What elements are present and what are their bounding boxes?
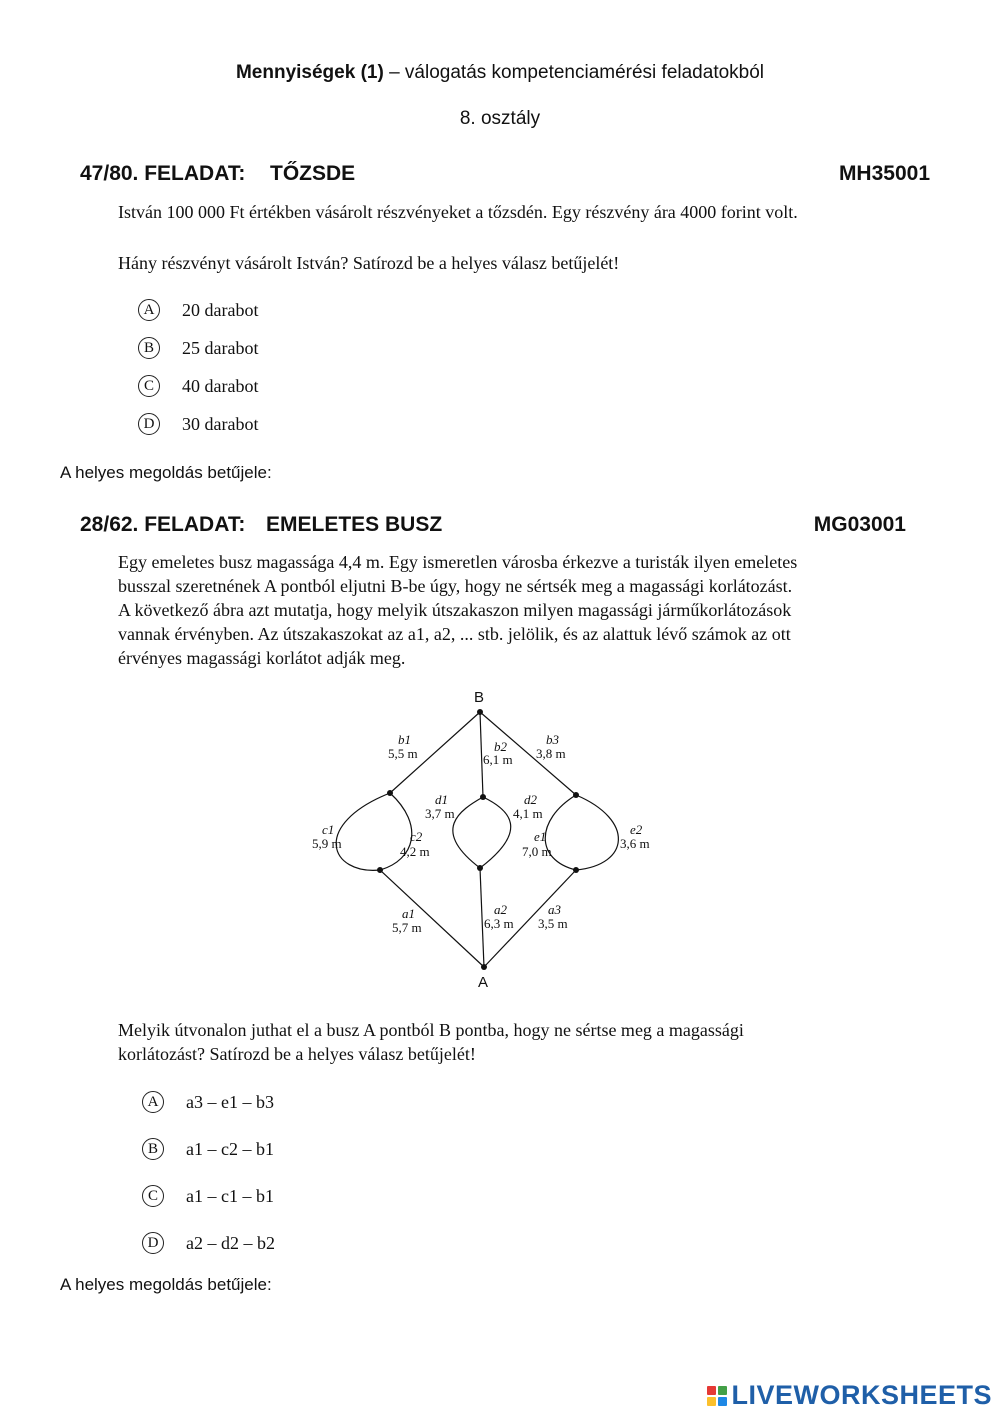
- task2-question: [118, 1018, 744, 1066]
- task1-number: 47/80. FELADAT:: [80, 162, 246, 185]
- task1-code: MH35001: [838, 162, 930, 185]
- label-d1-value: 3,7 m: [425, 806, 455, 821]
- edge-e2: [576, 795, 618, 870]
- brand-square-blue: [718, 1397, 727, 1406]
- title-rest: – válogatás kompetenciamérési feladatokból: [383, 62, 765, 83]
- title-bold: Mennyiségek (1): [235, 62, 384, 83]
- task2-question-line-2: korlátozást? Satírozd be a helyes válasz betűjelét!: [118, 1044, 476, 1064]
- label-b3-value: 3,8 m: [536, 746, 566, 761]
- label-e1-id: e1: [534, 829, 547, 844]
- task1-text1: István 100 000 Ft értékben vásárolt részvényeket a tőzsdén. Egy részvény ára 4000 forint volt.: [118, 202, 798, 222]
- node-a: [481, 964, 487, 970]
- brand-square-yellow: [707, 1397, 716, 1406]
- task2-description: [118, 550, 797, 670]
- task2-line-3: A következő ábra azt mutatja, hogy melyik útszakaszon milyen magassági járműkorlátozások: [118, 600, 792, 620]
- node-e-top: [573, 792, 579, 798]
- label-a1-id: a1: [402, 906, 415, 921]
- label-a2-value: 6,3 m: [484, 916, 514, 931]
- option-c-circle[interactable]: C: [142, 1185, 164, 1207]
- task1-option-d[interactable]: [138, 410, 258, 438]
- task2-answer-label: A helyes megoldás betűjele:: [60, 1275, 272, 1294]
- label-c2-value: 4,2 m: [400, 844, 430, 859]
- task1-options: [138, 296, 258, 438]
- task2-code: MG03001: [813, 513, 906, 536]
- option-b-circle[interactable]: B: [142, 1138, 164, 1160]
- option-b-text: 25 darabot: [182, 337, 259, 358]
- option-a-text: 20 darabot: [182, 299, 259, 320]
- task2-line-2: busszal szeretnének A pontból eljutni B-be úgy, hogy ne sértsék meg a magassági korlátozást.: [118, 576, 793, 596]
- label-c1-value: 5,9 m: [312, 836, 342, 851]
- option-d-circle[interactable]: D: [142, 1232, 164, 1254]
- node-b: [477, 709, 483, 715]
- edge-c1: [336, 793, 390, 870]
- task1-text2: Hány részvényt vásárolt István? Satírozd be a helyes válasz betűjelét!: [118, 253, 620, 273]
- label-a3-value: 3,5 m: [538, 916, 568, 931]
- task2-option-c[interactable]: [142, 1182, 275, 1210]
- task1-answer-label: A helyes megoldás betűjele:: [60, 463, 272, 482]
- option-b-circle[interactable]: B: [138, 337, 160, 359]
- label-d2-value: 4,1 m: [513, 806, 543, 821]
- edge-d1: [453, 797, 483, 868]
- task2-option-b[interactable]: [142, 1135, 275, 1163]
- task1-option-c[interactable]: [138, 372, 258, 400]
- point-a-label: A: [478, 974, 489, 990]
- task2-line-1: Egy emeletes busz magassága 4,4 m. Egy ismeretlen városba érkezve a turisták ilyen emeletes: [118, 552, 798, 572]
- task2-line-4: vannak érvényben. Az útszakaszokat az a1, a2, ... stb. jelölik, és az alattuk lévő számok az ott: [118, 624, 791, 644]
- task2-question-line-1: Melyik útvonalon juthat el a busz A pontból B pontba, hogy ne sértse meg a magassági: [118, 1020, 744, 1040]
- option-a-circle[interactable]: A: [138, 299, 160, 321]
- option-a-circle[interactable]: A: [142, 1091, 164, 1113]
- brand-square-green: [718, 1386, 727, 1395]
- node-c-top: [387, 790, 393, 796]
- road-network-diagram: [290, 680, 690, 990]
- liveworksheets-logo: [707, 1380, 992, 1411]
- option-c-text: 40 darabot: [182, 375, 259, 396]
- edge-a1: [380, 870, 484, 967]
- option-d-circle[interactable]: D: [138, 413, 160, 435]
- label-a2-id: a2: [494, 902, 507, 917]
- label-a3-id: a3: [548, 902, 561, 917]
- task2-name: EMELETES BUSZ: [266, 513, 443, 536]
- point-b-label: B: [474, 689, 485, 706]
- node-d-bottom: [477, 865, 483, 871]
- brand-square-red: [707, 1386, 716, 1395]
- option-b-text: a1 – c2 – b1: [186, 1138, 274, 1159]
- label-d2-id: d2: [524, 792, 537, 807]
- label-a1-value: 5,7 m: [392, 920, 422, 935]
- option-d-text: a2 – d2 – b2: [186, 1232, 275, 1253]
- brand-text: LIVEWORKSHEETS: [731, 1380, 992, 1410]
- label-b2-value: 6,1 m: [483, 752, 513, 767]
- node-c-bottom: [377, 867, 383, 873]
- option-a-text: a3 – e1 – b3: [186, 1091, 274, 1112]
- option-c-text: a1 – c1 – b1: [186, 1185, 274, 1206]
- task1-option-b[interactable]: [138, 334, 258, 362]
- task1-name: TŐZSDE: [270, 162, 356, 185]
- label-d1-id: d1: [435, 792, 448, 807]
- document-title: [0, 62, 1000, 84]
- label-b1-value: 5,5 m: [388, 746, 418, 761]
- label-e1-value: 7,0 m: [522, 844, 552, 859]
- label-b1-id: b1: [398, 732, 411, 747]
- option-c-circle[interactable]: C: [138, 375, 160, 397]
- grade-label: 8. osztály: [459, 108, 541, 129]
- edge-d2: [480, 797, 511, 868]
- label-c1-id: c1: [322, 822, 335, 837]
- task1-option-a[interactable]: [138, 296, 258, 324]
- task2-line-5: érvényes magassági korlátot adják meg.: [118, 648, 406, 668]
- label-e2-value: 3,6 m: [620, 836, 650, 851]
- label-c2-id: c2: [410, 829, 423, 844]
- label-b2-id: b2: [494, 739, 507, 754]
- task2-number: 28/62. FELADAT:: [80, 513, 246, 536]
- task2-option-a[interactable]: [142, 1088, 275, 1116]
- task2-option-d[interactable]: [142, 1229, 275, 1257]
- brand-mark-icon: [707, 1386, 727, 1406]
- task2-options: [142, 1088, 275, 1257]
- label-b3-id: b3: [546, 732, 559, 747]
- node-d-top: [480, 794, 486, 800]
- option-d-text: 30 darabot: [182, 413, 259, 434]
- node-e-bottom: [573, 867, 579, 873]
- label-e2-id: e2: [630, 822, 643, 837]
